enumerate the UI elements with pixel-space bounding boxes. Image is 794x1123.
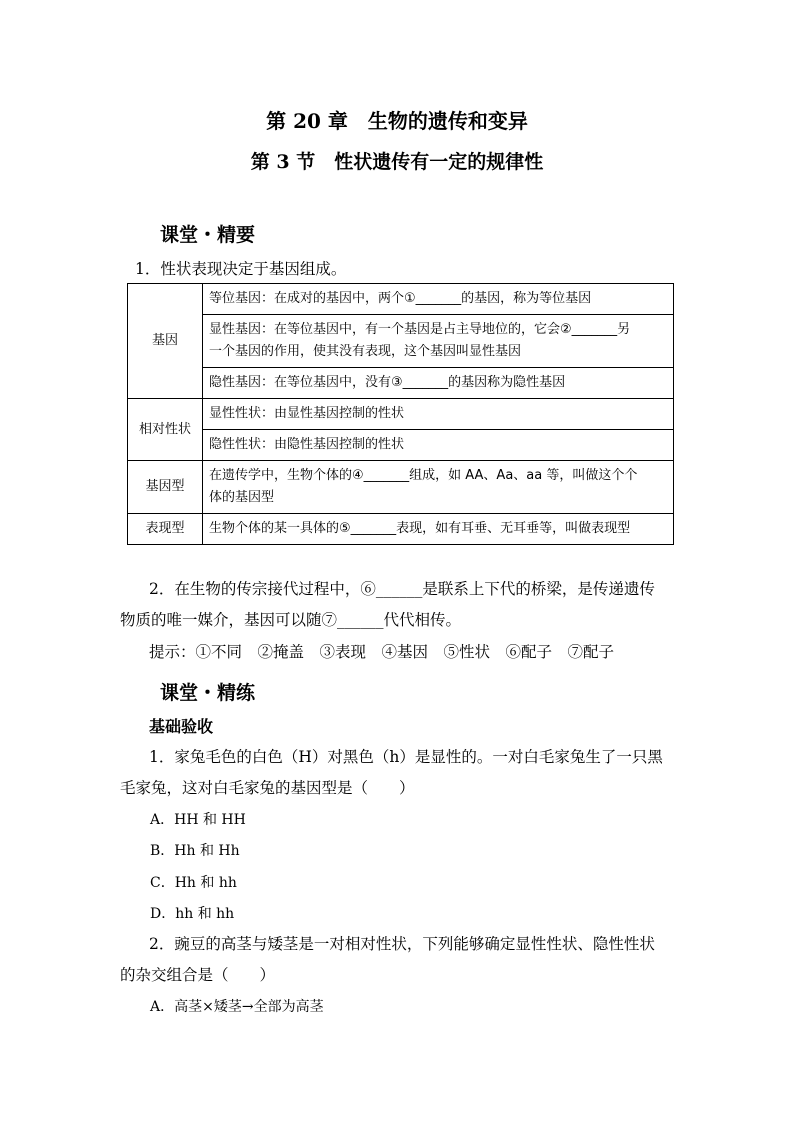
point-2-line-1: 2．在生物的传宗接代过程中，⑥______是联系上下代的桥梁，是传递遗传 [149, 580, 655, 598]
table-cell: 显性性状：由显性基因控制的性状 [203, 399, 674, 430]
genetics-table [127, 283, 674, 545]
question-1-option-a: A．HH 和 HH [150, 812, 246, 828]
question-1-stem-line-2: 毛家兔，这对白毛家兔的基因型是（ ） [120, 779, 415, 797]
cell-line: 一个基因的作用，使其没有表现，这个基因叫显性基因 [209, 344, 522, 359]
section-title: 第 3 节 性状遗传有一定的规律性 [250, 151, 544, 173]
question-1-option-d: D．hh 和 hh [150, 906, 235, 922]
question-2-stem-line-1: 2．豌豆的高茎与矮茎是一对相对性状，下列能够确定显性性状、隐性性状 [149, 935, 655, 953]
question-2-stem-line-2: 的杂交组合是（ ） [120, 966, 276, 984]
table-cell: 等位基因：在成对的基因中，两个①_______的基因，称为等位基因 [203, 284, 674, 315]
question-2-option-a: A．高茎×矮茎→全部为高茎 [150, 999, 324, 1015]
cell-line: 体的基因型 [209, 490, 275, 505]
point-1: 1．性状表现决定于基因组成。 [135, 260, 347, 278]
table-row [128, 368, 674, 399]
table-head-gene: 基因 [128, 284, 203, 399]
table-head-genotype: 基因型 [128, 461, 203, 514]
table-cell: 隐性性状：由隐性基因控制的性状 [203, 430, 674, 461]
table-head-phenotype: 表现型 [128, 514, 203, 545]
chapter-title: 第 20 章 生物的遗传和变异 [266, 109, 528, 133]
table-cell: 生物个体的某一具体的⑤_______表现，如有耳垂、无耳垂等，叫做表现型 [203, 514, 674, 545]
hint-line: 提示：①不同 ②掩盖 ③表现 ④基因 ⑤性状 ⑥配子 ⑦配子 [149, 643, 615, 661]
question-1-option-b: B．Hh 和 Hh [150, 843, 240, 859]
section-heading-practice: 课堂・精练 [160, 682, 256, 704]
basic-check-heading: 基础验收 [149, 717, 214, 736]
table-row [128, 461, 674, 514]
cell-line: 在遗传学中，生物个体的④_______组成，如 AA、Aa、aa 等，叫做这个个 [209, 468, 638, 483]
cell-line: 显性基因：在等位基因中，有一个基因是占主导地位的，它会②_______另 [209, 322, 631, 337]
section-heading-summary: 课堂・精要 [160, 224, 256, 246]
table-row [128, 430, 674, 461]
table-row [128, 315, 674, 368]
point-2-line-2: 物质的唯一媒介，基因可以随⑦______代代相传。 [120, 611, 462, 629]
table-cell: 隐性基因：在等位基因中，没有③_______的基因称为隐性基因 [203, 368, 674, 399]
table-row [128, 284, 674, 315]
table-row [128, 514, 674, 545]
question-1-option-c: C．Hh 和 hh [150, 875, 237, 891]
table-row [128, 399, 674, 430]
table-cell [203, 461, 674, 514]
question-1-stem-line-1: 1．家兔毛色的白色（H）对黑色（h）是显性的。一对白毛家兔生了一只黑 [149, 748, 663, 766]
table-head-relative-trait: 相对性状 [128, 399, 203, 461]
table-cell [203, 315, 674, 368]
